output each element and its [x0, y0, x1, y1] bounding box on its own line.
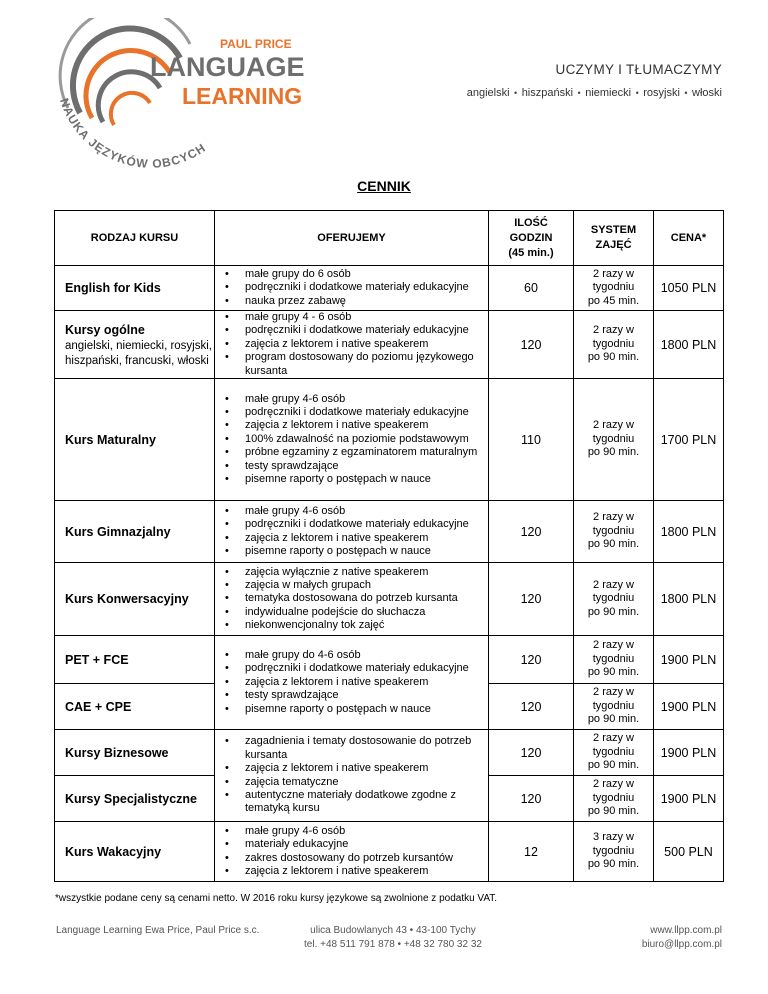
- page-title: CENNIK: [357, 178, 411, 194]
- price-value: 1800 PLN: [654, 501, 724, 563]
- header-price: CENA*: [654, 211, 724, 266]
- language-item: niemiecki: [585, 87, 632, 99]
- website-link[interactable]: www.llpp.com.pl: [650, 925, 722, 936]
- logo-arc-text: NAUKA JĘZYKÓW OBCYCH: [57, 96, 209, 171]
- price-value: 1800 PLN: [654, 311, 724, 379]
- price-value: 500 PLN: [654, 822, 724, 882]
- hours-value: 120: [489, 636, 574, 684]
- offer-list: • zagadnienia i tematy dostosowanie do potrzeb kursanta • zajęcia z lektorem i native speakerem • zajęcia tematyczne • autentyczne materiały dodatkowe zgodne z tematyką kursu: [215, 730, 489, 822]
- table-row: [55, 730, 724, 776]
- language-item: hiszpański: [521, 87, 574, 99]
- logo-brand-top: PAUL PRICE: [220, 37, 292, 51]
- offer-list: • zajęcia wyłącznie z native speakerem • zajęcia w małych grupach • tematyka dostosowana do potrzeb kursanta • indywidualne podejście do słuchacza • niekonwencjonalny tok zajęć: [215, 563, 489, 636]
- header-system: SYSTEM ZAJĘĆ: [574, 211, 654, 266]
- hours-value: 110: [489, 379, 574, 501]
- price-table: [54, 210, 724, 882]
- language-item: włoski: [692, 87, 722, 99]
- hours-value: 120: [489, 730, 574, 776]
- system-value: 2 razy w tygodniu po 90 min.: [574, 311, 654, 379]
- system-value: 2 razy w tygodniu po 90 min.: [574, 563, 654, 636]
- table-row: [55, 501, 724, 563]
- offer-list: • małe grupy 4 - 6 osób • podręczniki i dodatkowe materiały edukacyjne • zajęcia z lektorem i native speakerem • program dostosowany do poziomu językowego kursanta: [215, 311, 489, 379]
- system-value: 2 razy w tygodniu po 45 min.: [574, 266, 654, 311]
- company-logo: [40, 18, 360, 178]
- course-name: English for Kids: [55, 266, 215, 311]
- course-name: Kursy ogólne angielski, niemiecki, rosyjski, hiszpański, francuski, włoski: [55, 311, 215, 379]
- hours-value: 120: [489, 311, 574, 379]
- header-hours: ILOŚĆ GODZIN (45 min.): [489, 211, 574, 266]
- table-header-row: [55, 211, 724, 266]
- price-value: 1900 PLN: [654, 636, 724, 684]
- course-name: Kursy Specjalistyczne: [55, 776, 215, 822]
- offer-list: • małe grupy 4-6 osób • podręczniki i dodatkowe materiały edukacyjne • zajęcia z lektorem i native speakerem • 100% zdawalność na poziomie podstawowym • próbne egzaminy z egzaminatorem maturalnym • testy sprawdzające • pisemne raporty o postępach w nauce: [215, 379, 489, 501]
- hours-value: 120: [489, 563, 574, 636]
- hours-value: 120: [489, 501, 574, 563]
- system-value: 2 razy w tygodniu po 90 min.: [574, 730, 654, 776]
- course-name: CAE + CPE: [55, 684, 215, 730]
- header: [467, 62, 722, 99]
- price-value: 1800 PLN: [654, 563, 724, 636]
- hours-value: 12: [489, 822, 574, 882]
- footnote: *wszystkie podane ceny są cenami netto. W 2016 roku kursy językowe są zwolnione z podatku VAT.: [55, 893, 498, 904]
- course-name: Kursy Biznesowe: [55, 730, 215, 776]
- language-item: angielski: [466, 87, 510, 99]
- price-value: 1700 PLN: [654, 379, 724, 501]
- footer-address: ulica Budowlanych 43 • 43-100 Tychy tel. +48 511 791 878 • +48 32 780 32 32: [304, 925, 482, 950]
- price-value: 1900 PLN: [654, 684, 724, 730]
- footer-contact: [642, 924, 722, 952]
- offer-list: • małe grupy do 6 osób • podręczniki i dodatkowe materiały edukacyjne • nauka przez zabawę: [215, 266, 489, 311]
- header-course: RODZAJ KURSU: [55, 211, 215, 266]
- system-value: 2 razy w tygodniu po 90 min.: [574, 636, 654, 684]
- offer-list: • małe grupy do 4-6 osób • podręczniki i dodatkowe materiały edukacyjne • zajęcia z lektorem i native speakerem • testy sprawdzające • pisemne raporty o postępach w nauce: [215, 636, 489, 730]
- table-row: [55, 379, 724, 501]
- price-value: 1900 PLN: [654, 776, 724, 822]
- course-name: Kurs Wakacyjny: [55, 822, 215, 882]
- system-value: 2 razy w tygodniu po 90 min.: [574, 501, 654, 563]
- price-value: 1050 PLN: [654, 266, 724, 311]
- email-link[interactable]: biuro@llpp.com.pl: [641, 939, 722, 950]
- course-name: PET + FCE: [55, 636, 215, 684]
- hours-value: 60: [489, 266, 574, 311]
- course-languages: angielski, niemiecki, rosyjski, hiszpański, francuski, włoski: [65, 339, 212, 367]
- tagline: UCZYMY I TŁUMACZYMY: [555, 62, 722, 77]
- offer-list: • małe grupy 4-6 osób • podręczniki i dodatkowe materiały edukacyjne • zajęcia z lektorem i native speakerem • pisemne raporty o postępach w nauce: [215, 501, 489, 563]
- hours-value: 120: [489, 776, 574, 822]
- footer-company: Language Learning Ewa Price, Paul Price s.c.: [56, 925, 260, 936]
- system-value: 2 razy w tygodniu po 90 min.: [574, 776, 654, 822]
- system-value: 2 razy w tygodniu po 90 min.: [574, 684, 654, 730]
- header-offer: OFERUJEMY: [215, 211, 489, 266]
- hours-value: 120: [489, 684, 574, 730]
- course-name: Kurs Maturalny: [55, 379, 215, 501]
- system-value: 3 razy w tygodniu po 90 min.: [574, 822, 654, 882]
- table-row: [55, 636, 724, 684]
- system-value: 2 razy w tygodniu po 90 min.: [574, 379, 654, 501]
- course-name: Kurs Gimnazjalny: [55, 501, 215, 563]
- logo-brand-main: LANGUAGE: [150, 52, 305, 82]
- price-value: 1900 PLN: [654, 730, 724, 776]
- table-row: [55, 266, 724, 311]
- table-row: [55, 311, 724, 379]
- offer-list: • małe grupy 4-6 osób • materiały edukacyjne • zakres dostosowany do potrzeb kursantów • zajęcia z lektorem i native speakerem: [215, 822, 489, 882]
- logo-brand-sub: LEARNING: [182, 83, 303, 109]
- language-item: rosyjski: [643, 87, 680, 99]
- table-row: [55, 563, 724, 636]
- language-list: angielski • hiszpański • niemiecki • rosyjski • włoski: [466, 87, 722, 99]
- course-name: Kurs Konwersacyjny: [55, 563, 215, 636]
- table-row: [55, 822, 724, 882]
